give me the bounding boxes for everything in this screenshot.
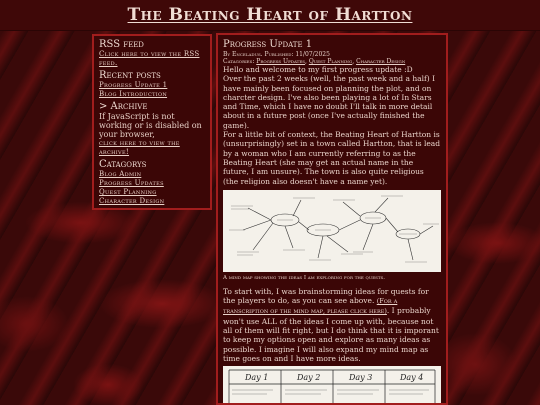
categories-heading: Catagorys <box>99 159 147 170</box>
recent-posts-heading: Recent posts <box>99 70 161 81</box>
post-categories-label: Catagories: <box>223 58 255 65</box>
archive-heading[interactable]: > Archive <box>99 101 148 112</box>
table-day-3: Day 3 <box>349 373 373 383</box>
category-link[interactable]: Quest Planning <box>99 188 157 196</box>
blog-post <box>216 33 448 405</box>
paragraph-text: To start with, I was brainstorming ideas for quests for the players to do, as you can see above. <box>223 286 429 306</box>
post-paragraph: Hello and welcome to my first progress update :D <box>223 65 413 74</box>
site-header <box>0 0 540 31</box>
mind-map-image <box>223 190 441 272</box>
archive-link[interactable]: click here to view the archive! <box>99 139 180 156</box>
image-caption: A mind map showing the ideas I am exploring for the quests. <box>223 274 386 281</box>
rss-heading: RSS feed <box>99 39 144 50</box>
recent-post-link[interactable]: Progress Update 1 <box>99 81 168 89</box>
category-link[interactable]: Character Design <box>99 197 165 205</box>
table-day-4: Day 4 <box>400 373 424 383</box>
post-title: Progress Update 1 <box>223 39 313 50</box>
post-paragraph: Over the past 2 weeks (well, the past week and a half) I have mainly been focused on planning the plot, and on charcter design. I've also been playing a lot of In Stars and Time, which I have no doubt I'll talk in more detail about in a future post (once I've actually finished the game). <box>223 74 436 130</box>
category-link[interactable]: Blog Admin <box>99 170 142 178</box>
archive-note: If JavaScript is not working or is disabled on your browser, <box>99 112 202 139</box>
post-categories: Catagories: Progress Updates, Quest Planning, Character Design <box>223 58 406 65</box>
table-day-1: Day 1 <box>245 373 269 383</box>
post-category-link[interactable]: Progress Updates <box>256 58 306 65</box>
post-byline: By Enceladus. Published: 11/07/2025 <box>223 51 330 58</box>
rss-link[interactable]: Click here to view the RSS feed. <box>99 50 200 67</box>
post-category-link[interactable]: Character Design <box>356 58 406 65</box>
category-link[interactable]: Progress Updates <box>99 179 164 187</box>
paragraph-text: . I probably won't use ALL of the ideas I come up with, because not all of them will fit right, but I do think that it is imporant to keep my options open and explore as many ideas as possible. I imagine I will also expand my mind map as time goes on and I have more ideas. <box>223 306 439 363</box>
table-day-2: Day 2 <box>297 373 321 383</box>
post-paragraph <box>223 287 441 363</box>
post-paragraph: For a little bit of context, the Beating Heart of Hartton is (unsurprisingly) set in a town called Hartton, that is lead by a woman who I am currently referring to as the Beating Heart (she may get an actual name in the future, I am unsure). The town is also quite religious (the religion also doesn't have a name yet). <box>223 130 441 186</box>
site-title[interactable]: The Beating Heart of Hartton <box>127 5 413 25</box>
transcription-link[interactable]: (For a transcription of the mind map, please click here) <box>223 297 398 316</box>
quest-table-image <box>223 366 441 405</box>
quest-table-sketch <box>223 366 441 405</box>
sidebar <box>92 34 212 210</box>
recent-post-link[interactable]: Blog Introduction <box>99 90 168 98</box>
mind-map-sketch <box>223 190 441 272</box>
post-category-link[interactable]: Quest Planning <box>308 58 353 65</box>
